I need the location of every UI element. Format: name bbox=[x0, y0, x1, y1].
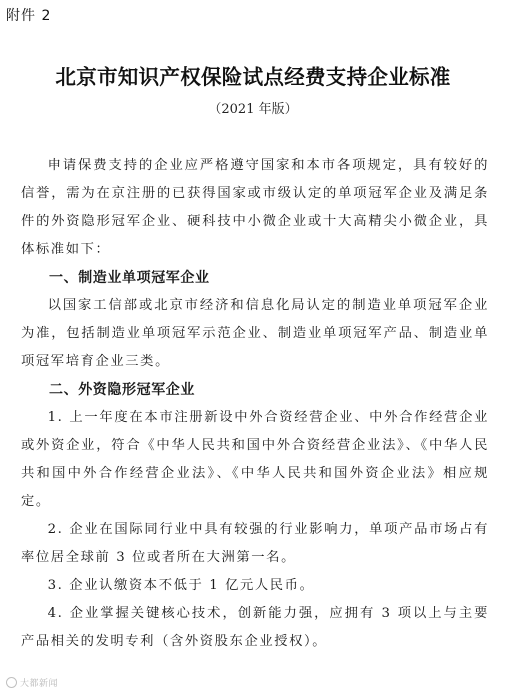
section2-item-3: 3. 企业认缴资本不低于 1 亿元人民币。 bbox=[47, 578, 315, 593]
section2-item-1: 1. 上一年度在本市注册新设中外合资经营企业、中外合作经营企业或外资企业，符合《中华人民共和国中外合资经营企业法》、《中华人民共和国中外合作经营企业法》、《中华人民共和国外资企业法》相应规定。 bbox=[21, 410, 489, 509]
section1-paragraph: 以国家工信部或北京市经济和信息化局认定的制造业单项冠军企业为准，包括制造业单项冠军示范企业、制造业单项冠军产品、制造业单项冠军培育企业三类。 bbox=[21, 298, 489, 369]
section2-item-4: 4. 企业掌握关键核心技术，创新能力强，应拥有 3 项以上与主要产品相关的发明专利（含外资股东企业授权）。 bbox=[21, 606, 489, 649]
document-edition: （2021 年版） bbox=[208, 102, 298, 117]
watermark bbox=[6, 676, 58, 689]
section2-item-2: 2. 企业在国际同行业中具有较强的行业影响力，单项产品市场占有率位居全球前 3 位或者所在大洲第一名。 bbox=[21, 522, 489, 565]
attachment-label: 附件 2 bbox=[6, 8, 52, 24]
intro-paragraph: 申请保费支持的企业应严格遵守国家和本市各项规定，具有较好的信誉，需为在京注册的已获得国家或市级认定的单项冠军企业及满足条件的外资隐形冠军企业、硬科技中小微企业或十大高精尖小微企业，具体标准如下： bbox=[21, 158, 489, 257]
document-title: 北京市知识产权保险试点经费支持企业标准 bbox=[55, 65, 451, 89]
watermark-logo-icon bbox=[6, 677, 17, 688]
watermark-text: 大都新闻 bbox=[20, 679, 59, 689]
document-body bbox=[21, 152, 489, 656]
section-heading-manufacturing-champion: 一、制造业单项冠军企业 bbox=[49, 270, 210, 286]
section-heading-foreign-hidden-champion: 二、外资隐形冠军企业 bbox=[49, 382, 195, 398]
